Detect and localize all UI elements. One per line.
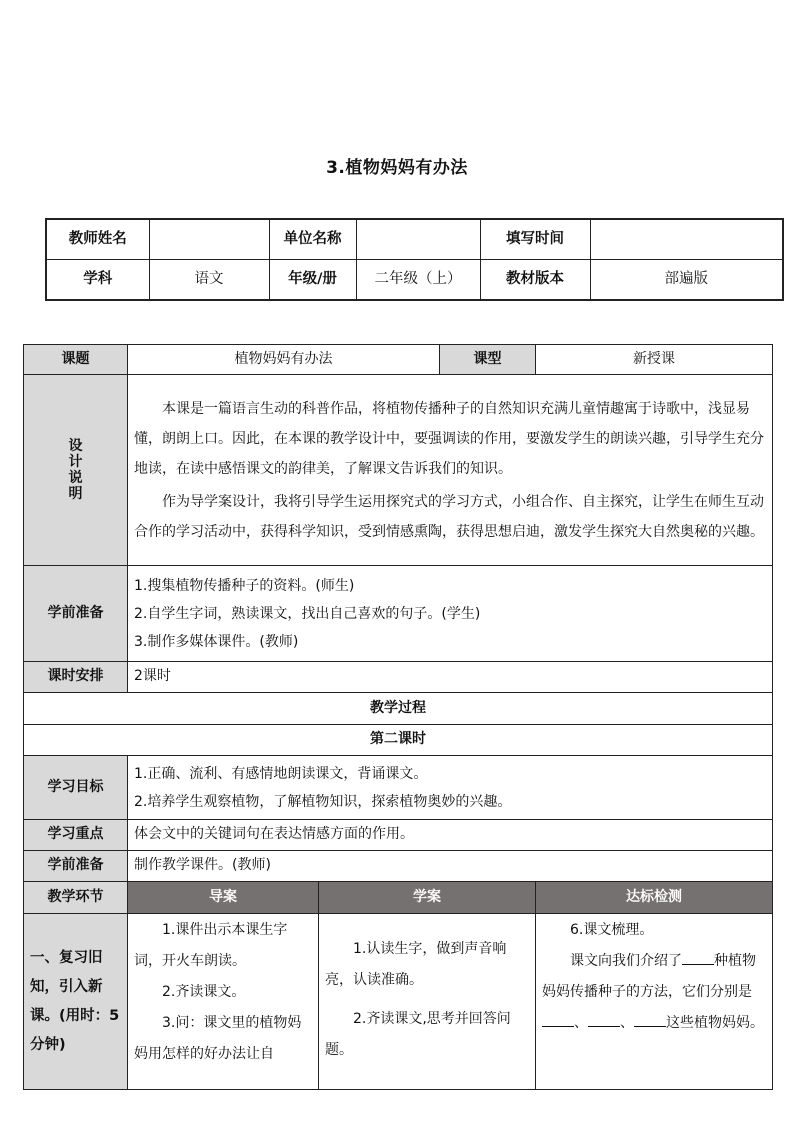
topic-label: 课题 (24, 345, 128, 375)
period-heading: 第二课时 (24, 725, 773, 756)
stage-label: 教学环节 (24, 882, 128, 914)
design-label-char: 说 (68, 470, 83, 486)
prep-item: 2.自学生字词，熟读课文，找出自己喜欢的句子。(学生) (134, 605, 481, 622)
check-text (542, 946, 766, 1039)
check-title: 6.课文梳理。 (570, 922, 654, 938)
edition-label: 教材版本 (480, 260, 590, 301)
focus-value: 体会文中的关键词句在表达情感方面的作用。 (128, 820, 773, 851)
guide-item: 1.课件出示本课生字词，开火车朗读。 (134, 922, 288, 969)
design-paragraph: 本课是一篇语言生动的科普作品，将植物传播种子的自然知识充满儿童情趣寓于诗歌中，浅显易懂，朗朗上口。因此，在本课的教学设计中，要强调读的作用，要激发学生的朗读兴趣，引导学生充分地读，在读中感悟课文的韵律美，了解课文告诉我们的知识。 (134, 400, 764, 477)
answer-blank[interactable] (542, 1012, 574, 1027)
fill-time-value (590, 219, 783, 260)
design-label-char: 设 (68, 437, 83, 454)
design-label (24, 375, 128, 566)
hours-value: 2课时 (128, 662, 773, 693)
teacher-info-table (45, 218, 784, 301)
answer-blank[interactable] (682, 950, 714, 965)
guide-item: 2.齐读课文。 (162, 984, 246, 1000)
check-separator: 、 (620, 1015, 634, 1031)
lesson-plan-table (23, 344, 773, 1090)
grade-label: 年级/册 (269, 260, 356, 301)
type-label: 课型 (440, 345, 536, 375)
goal-label: 学习目标 (24, 756, 128, 820)
subject-value: 语文 (149, 260, 269, 301)
col-check-header: 达标检测 (536, 882, 773, 914)
design-paragraph: 作为导学案设计，我将引导学生运用探究式的学习方式，小组合作、自主探究，让学生在师生互动合作的学习活动中，获得科学知识，受到情感熏陶，获得思想启迪，激发学生探究大自然奥秘的兴趣。 (134, 493, 764, 540)
edition-value: 部遍版 (590, 260, 783, 301)
guide-item: 3.问：课文里的植物妈妈用怎样的好办法让自 (134, 1015, 302, 1062)
teacher-name-label: 教师姓名 (46, 219, 149, 260)
check-cell (536, 914, 773, 1090)
goal-list (128, 756, 773, 820)
col-study-header: 学案 (319, 882, 536, 914)
check-text-part: 这些植物妈妈。 (666, 1015, 764, 1031)
answer-blank[interactable] (634, 1012, 666, 1027)
design-label-char: 计 (68, 453, 83, 470)
unit-name-value (356, 219, 480, 260)
page-title: 3.植物妈妈有办法 (326, 158, 468, 178)
answer-blank[interactable] (588, 1012, 620, 1027)
col-guide-header: 导案 (128, 882, 319, 914)
check-separator: 、 (574, 1015, 588, 1031)
design-description (128, 375, 773, 566)
subject-label: 学科 (46, 260, 149, 301)
type-value: 新授课 (536, 345, 773, 375)
study-cell (319, 914, 536, 1090)
focus-label: 学习重点 (24, 820, 128, 851)
study-item: 1.认读生字，做到声音响亮，认读准确。 (325, 941, 507, 988)
goal-item: 1.正确、流利、有感情地朗读课文，背诵课文。 (134, 765, 428, 782)
design-label-char: 明 (68, 486, 83, 503)
check-text-part: 课文向我们介绍了 (570, 953, 682, 969)
hours-label: 课时安排 (24, 662, 128, 693)
unit-name-label: 单位名称 (269, 219, 356, 260)
guide-cell (128, 914, 319, 1090)
prep-list (128, 566, 773, 662)
prep-item: 3.制作多媒体课件。(教师) (134, 633, 299, 650)
check-text-part: 种植物妈妈传播种子的方法，它们分别是 (542, 953, 756, 1000)
teacher-name-value (149, 219, 269, 260)
goal-item: 2.培养学生观察植物，了解植物知识，探索植物奥妙的兴趣。 (134, 793, 512, 810)
study-item: 2.齐读课文,思考并回答问题。 (325, 1011, 511, 1058)
fill-time-label: 填写时间 (480, 219, 590, 260)
process-heading: 教学过程 (24, 693, 773, 725)
prep-label: 学前准备 (24, 566, 128, 662)
topic-value: 植物妈妈有办法 (128, 345, 440, 375)
prep2-label: 学前准备 (24, 851, 128, 882)
prep2-value: 制作教学课件。(教师) (128, 851, 773, 882)
grade-value: 二年级（上） (356, 260, 480, 301)
prep-item: 1.搜集植物传播种子的资料。(师生) (134, 577, 355, 594)
stage-review-cell: 一、复习旧知，引入新课。(用时：5分钟) (24, 914, 128, 1090)
